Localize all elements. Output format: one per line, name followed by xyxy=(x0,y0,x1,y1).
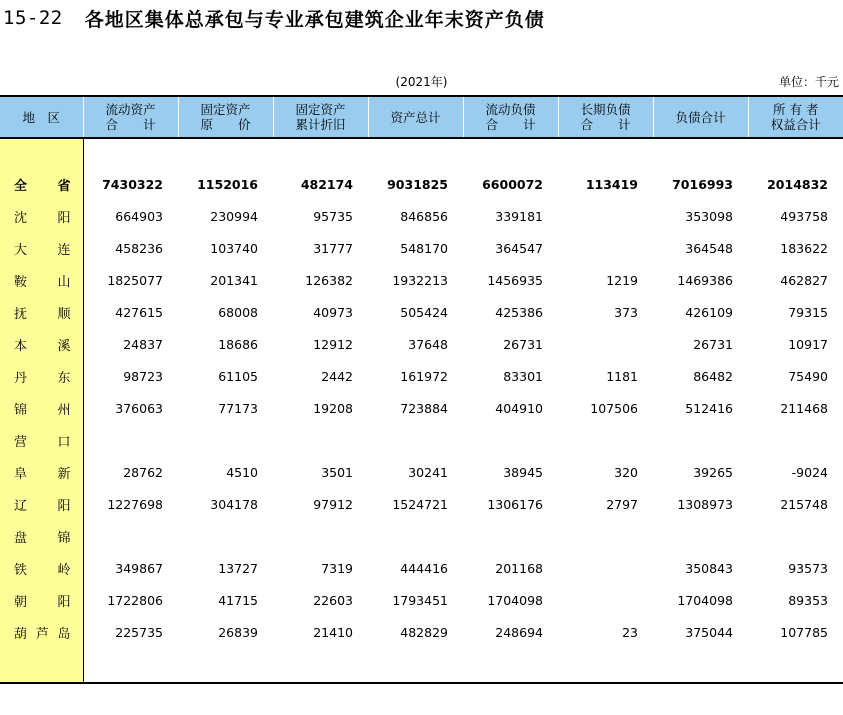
value-cell: 215748 xyxy=(780,496,828,512)
value-cell: 7430322 xyxy=(102,177,163,192)
value-cell: 353098 xyxy=(685,208,733,224)
value-cell: 248694 xyxy=(495,624,543,640)
value-cell xyxy=(748,424,843,456)
region-cell: 沈阳 xyxy=(0,200,83,232)
value-cell: 31777 xyxy=(313,240,353,256)
value-cell: 38945 xyxy=(503,464,543,480)
value-cell: 28762 xyxy=(123,464,163,480)
value-cell: -9024 xyxy=(791,464,828,480)
value-cell: 230994 xyxy=(210,208,258,224)
value-cell: 79315 xyxy=(788,304,828,320)
value-cell: 350843 xyxy=(685,560,733,576)
region-cell: 抚顺 xyxy=(0,296,83,328)
bottom-filler-row xyxy=(0,648,843,683)
region-cell: 鞍山 xyxy=(0,264,83,296)
value-cell: 426109 xyxy=(685,304,733,320)
region-cell: 锦州 xyxy=(0,392,83,424)
table-title: 各地区集体总承包与专业承包建筑企业年末资产负债 xyxy=(84,8,545,31)
value-cell: 364547 xyxy=(495,240,543,256)
value-cell: 161972 xyxy=(400,368,448,384)
value-cell: 1306176 xyxy=(487,496,543,512)
value-cell: 2797 xyxy=(606,496,638,512)
value-cell: 846856 xyxy=(400,208,448,224)
value-cell xyxy=(368,520,463,552)
value-cell xyxy=(748,520,843,552)
region-cell: 本溪 xyxy=(0,328,83,360)
region-cell: 丹东 xyxy=(0,360,83,392)
value-cell: 3501 xyxy=(321,464,353,480)
value-cell xyxy=(273,520,368,552)
value-cell: 375044 xyxy=(685,624,733,640)
value-cell xyxy=(558,584,653,616)
value-cell: 107506 xyxy=(590,400,638,416)
value-cell: 482829 xyxy=(400,624,448,640)
value-cell: 404910 xyxy=(495,400,543,416)
value-cell xyxy=(558,520,653,552)
value-cell: 6600072 xyxy=(482,177,543,192)
region-cell: 阜新 xyxy=(0,456,83,488)
value-cell: 68008 xyxy=(218,304,258,320)
table-row xyxy=(0,328,843,360)
unit-label: 单位：千元 xyxy=(778,75,839,89)
value-cell: 505424 xyxy=(400,304,448,320)
value-cell: 98723 xyxy=(123,368,163,384)
value-cell: 1469386 xyxy=(677,272,733,288)
table-row xyxy=(0,232,843,264)
value-cell: 1524721 xyxy=(392,496,448,512)
value-cell: 26839 xyxy=(218,624,258,640)
region-cell: 大连 xyxy=(0,232,83,264)
value-cell: 41715 xyxy=(218,592,258,608)
value-cell xyxy=(463,520,558,552)
value-cell xyxy=(558,552,653,584)
value-cell: 1793451 xyxy=(392,592,448,608)
value-cell: 1932213 xyxy=(392,272,448,288)
value-cell: 1704098 xyxy=(487,592,543,608)
value-cell: 39265 xyxy=(693,464,733,480)
value-cell: 23 xyxy=(622,624,638,640)
value-cell: 1227698 xyxy=(107,496,163,512)
value-cell: 103740 xyxy=(210,240,258,256)
value-cell: 1152016 xyxy=(197,177,258,192)
header-current-liabilities: 流动负债 合 计 xyxy=(463,96,558,138)
table-row xyxy=(0,520,843,552)
value-cell: 26731 xyxy=(693,336,733,352)
table-row xyxy=(0,264,843,296)
value-cell: 462827 xyxy=(780,272,828,288)
value-cell: 349867 xyxy=(115,560,163,576)
value-cell: 75490 xyxy=(788,368,828,384)
region-cell: 辽阳 xyxy=(0,488,83,520)
table-number: 15-22 xyxy=(3,7,63,29)
value-cell: 1704098 xyxy=(677,592,733,608)
page-title xyxy=(3,4,545,32)
value-cell xyxy=(653,424,748,456)
value-cell: 7016993 xyxy=(672,177,733,192)
value-cell: 7319 xyxy=(321,560,353,576)
value-cell: 201341 xyxy=(210,272,258,288)
value-cell: 444416 xyxy=(400,560,448,576)
header-long-term-liabilities: 长期负债 合 计 xyxy=(558,96,653,138)
value-cell: 13727 xyxy=(218,560,258,576)
table-row xyxy=(0,616,843,648)
value-cell xyxy=(558,424,653,456)
value-cell: 113419 xyxy=(585,177,638,192)
value-cell xyxy=(558,200,653,232)
value-cell xyxy=(83,424,178,456)
header-owners-equity: 所 有 者 权益合计 xyxy=(748,96,843,138)
value-cell: 12912 xyxy=(313,336,353,352)
table-row xyxy=(0,584,843,616)
value-cell: 22603 xyxy=(313,592,353,608)
header-total-liabilities: 负债合计 xyxy=(653,96,748,138)
value-cell: 2014832 xyxy=(767,177,828,192)
value-cell: 26731 xyxy=(503,336,543,352)
value-cell xyxy=(83,520,178,552)
region-cell: 盘锦 xyxy=(0,520,83,552)
value-cell xyxy=(653,520,748,552)
value-cell: 9031825 xyxy=(387,177,448,192)
value-cell: 425386 xyxy=(495,304,543,320)
header-fixed-assets-original: 固定资产 原 价 xyxy=(178,96,273,138)
spacer-row xyxy=(0,138,843,169)
region-cell: 朝阳 xyxy=(0,584,83,616)
value-cell: 126382 xyxy=(305,272,353,288)
value-cell: 183622 xyxy=(780,240,828,256)
table-row xyxy=(0,456,843,488)
value-cell xyxy=(178,520,273,552)
value-cell: 723884 xyxy=(400,400,448,416)
value-cell: 86482 xyxy=(693,368,733,384)
value-cell: 376063 xyxy=(115,400,163,416)
table-row xyxy=(0,488,843,520)
value-cell: 2442 xyxy=(321,368,353,384)
value-cell: 458236 xyxy=(115,240,163,256)
value-cell: 482174 xyxy=(300,177,353,192)
header-total-assets: 资产总计 xyxy=(368,96,463,138)
balance-sheet-table xyxy=(0,95,843,684)
value-cell xyxy=(178,424,273,456)
value-cell: 83301 xyxy=(503,368,543,384)
table-row xyxy=(0,552,843,584)
value-cell xyxy=(558,328,653,360)
value-cell: 1181 xyxy=(606,368,638,384)
region-cell: 全省 xyxy=(0,169,83,200)
table-row xyxy=(0,424,843,456)
value-cell: 18686 xyxy=(218,336,258,352)
value-cell: 304178 xyxy=(210,496,258,512)
table-row xyxy=(0,200,843,232)
value-cell xyxy=(558,232,653,264)
value-cell xyxy=(368,424,463,456)
value-cell: 37648 xyxy=(408,336,448,352)
value-cell: 1219 xyxy=(606,272,638,288)
region-cell: 葫芦岛 xyxy=(0,616,83,648)
value-cell: 24837 xyxy=(123,336,163,352)
value-cell: 77173 xyxy=(218,400,258,416)
value-cell: 19208 xyxy=(313,400,353,416)
region-cell: 营口 xyxy=(0,424,83,456)
value-cell xyxy=(273,424,368,456)
value-cell: 40973 xyxy=(313,304,353,320)
value-cell: 211468 xyxy=(780,400,828,416)
value-cell: 1722806 xyxy=(107,592,163,608)
header-current-assets: 流动资产 合 计 xyxy=(83,96,178,138)
region-cell: 铁岭 xyxy=(0,552,83,584)
value-cell: 664903 xyxy=(115,208,163,224)
value-cell xyxy=(463,424,558,456)
value-cell: 364548 xyxy=(685,240,733,256)
total-row xyxy=(0,169,843,200)
table-row xyxy=(0,360,843,392)
header-region: 地 区 xyxy=(0,96,83,138)
value-cell: 1456935 xyxy=(487,272,543,288)
value-cell: 30241 xyxy=(408,464,448,480)
value-cell: 10917 xyxy=(788,336,828,352)
value-cell: 320 xyxy=(614,464,638,480)
value-cell: 225735 xyxy=(115,624,163,640)
value-cell: 89353 xyxy=(788,592,828,608)
value-cell: 97912 xyxy=(313,496,353,512)
value-cell: 4510 xyxy=(226,464,258,480)
value-cell: 61105 xyxy=(218,368,258,384)
value-cell: 201168 xyxy=(495,560,543,576)
header-row xyxy=(0,96,843,138)
value-cell: 107785 xyxy=(780,624,828,640)
table-row xyxy=(0,296,843,328)
value-cell: 548170 xyxy=(400,240,448,256)
value-cell: 373 xyxy=(614,304,638,320)
year-label: (2021年) xyxy=(395,75,448,89)
value-cell: 512416 xyxy=(685,400,733,416)
value-cell: 95735 xyxy=(313,208,353,224)
header-accumulated-depreciation: 固定资产 累计折旧 xyxy=(273,96,368,138)
table-row xyxy=(0,392,843,424)
value-cell: 1825077 xyxy=(107,272,163,288)
value-cell: 339181 xyxy=(495,208,543,224)
value-cell: 1308973 xyxy=(677,496,733,512)
value-cell: 93573 xyxy=(788,560,828,576)
value-cell: 21410 xyxy=(313,624,353,640)
value-cell: 427615 xyxy=(115,304,163,320)
value-cell: 493758 xyxy=(780,208,828,224)
